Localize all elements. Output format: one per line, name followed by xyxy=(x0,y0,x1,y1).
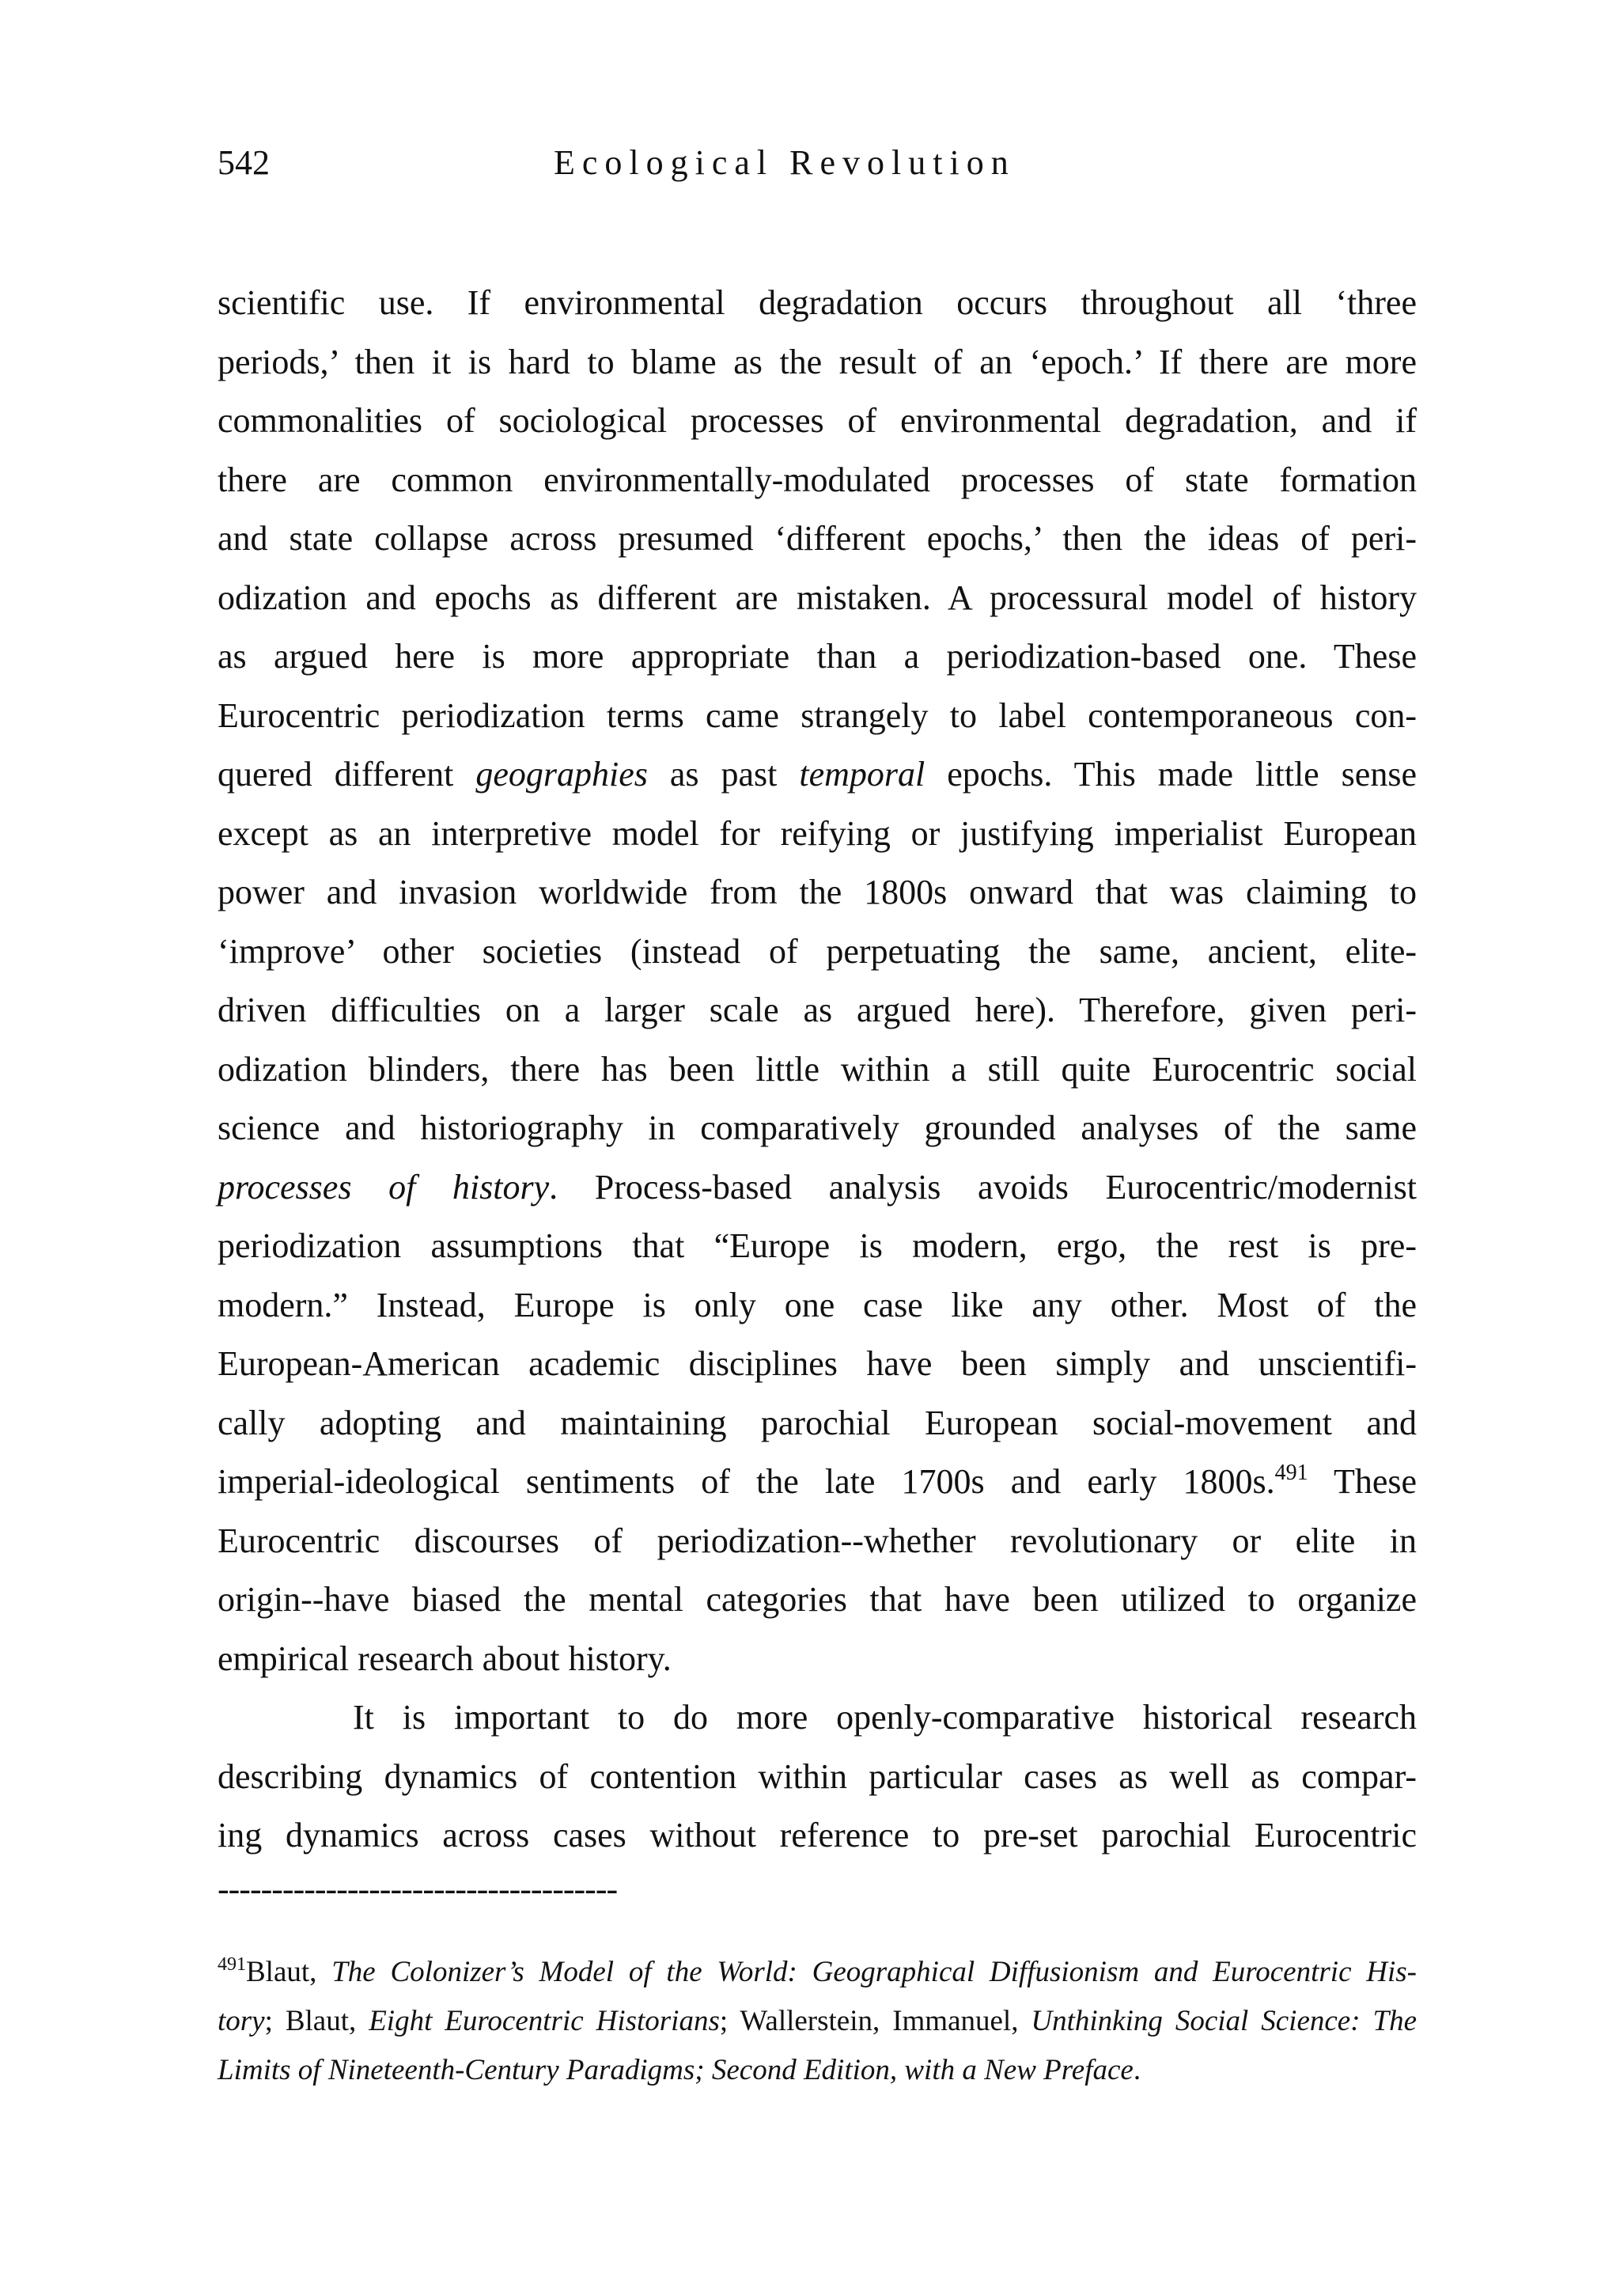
text-line xyxy=(218,1158,1417,1218)
footnote-line xyxy=(218,1948,1417,1997)
text-line: power and invasion worldwide from the 1800s onward that was claiming to xyxy=(218,873,1417,911)
text-line: periodization assumptions that “Europe is modern, ergo, the rest is pre- xyxy=(218,1226,1417,1265)
footnote-reference[interactable]: 491 xyxy=(1274,1461,1308,1485)
text-run: as past xyxy=(647,755,800,794)
text-line: ing dynamics across cases without reference to pre-set parochial Eurocentric xyxy=(218,1816,1417,1855)
italic-run: temporal xyxy=(799,755,925,794)
italic-run: geographies xyxy=(475,755,648,794)
text-line: Eurocentric discourses of periodization--whether revolutionary or elite in xyxy=(218,1521,1417,1560)
text-line: Eurocentric periodization terms came strangely to label contemporaneous con- xyxy=(218,695,1417,735)
text-line xyxy=(218,745,1417,805)
text-run: . xyxy=(1133,2054,1141,2086)
text-line: describing dynamics of contention within particular cases as well as compar- xyxy=(218,1756,1417,1796)
text-run: ; Blaut, xyxy=(264,2005,369,2037)
text-line: periods,’ then it is hard to blame as the result of an ‘epoch.’ If there are more xyxy=(218,342,1417,381)
text-run: Blaut, xyxy=(246,1956,332,1988)
text-line: European-American academic disciplines have been simply and unscientifi- xyxy=(218,1344,1417,1383)
text-line: as argued here is more appropriate than a periodization-based one. These xyxy=(218,637,1417,676)
italic-run: Unthinking Social Science: The xyxy=(1031,2005,1417,2037)
text-line xyxy=(218,1453,1417,1512)
running-head: Ecological Revolution xyxy=(554,143,1016,182)
text-run: . Process-based analysis avoids Eurocentric/modernist xyxy=(549,1167,1417,1207)
text-line: science and historiography in comparatively grounded analyses of the same xyxy=(218,1108,1417,1147)
footnote-line xyxy=(218,2046,1417,2095)
text-line: ‘improve’ other societies (instead of perpetuating the same, ancient, elite- xyxy=(218,931,1417,971)
text-line: odization and epochs as different are mistaken. A processural model of history xyxy=(218,578,1417,617)
text-line: driven difficulties on a larger scale as argued here). Therefore, given peri- xyxy=(218,991,1417,1029)
italic-run: Limits of Nineteenth-Century Paradigms; Second Edition, with a New Preface xyxy=(218,2054,1134,2086)
footnote-number: 491 xyxy=(218,1954,246,1975)
text-run: imperial-ideological sentiments of the late 1700s and early 1800s. xyxy=(218,1462,1275,1501)
text-line: empirical research about history. xyxy=(218,1639,672,1678)
italic-run: Eight Eurocentric Historians xyxy=(369,2005,720,2037)
text-line: cally adopting and maintaining parochial European social-movement and xyxy=(218,1403,1417,1442)
page-number: 542 xyxy=(218,143,270,182)
text-line: commonalities of sociological processes of environmental degradation, and if xyxy=(218,401,1417,440)
text-run: epochs. This made little sense xyxy=(925,755,1417,794)
footnote-separator: ------------------------------------- xyxy=(218,1870,618,1908)
text-line: there are common environmentally-modulated processes of state formation xyxy=(218,460,1417,499)
text-run: These xyxy=(1308,1462,1418,1501)
text-line: and state collapse across presumed ‘different epochs,’ then the ideas of peri- xyxy=(218,519,1417,558)
text-line: except as an interpretive model for reifying or justifying imperialist European xyxy=(218,813,1417,853)
text-run: quered different xyxy=(218,755,476,794)
italic-run: The Colonizer’s Model of the World: Geographical Diffusionism and Eurocentric His- xyxy=(331,1956,1417,1988)
text-line: scientific use. If environmental degradation occurs throughout all ‘three xyxy=(218,283,1417,322)
text-run: ; Wallerstein, Immanuel, xyxy=(719,2005,1031,2037)
paragraph-first-line: It is important to do more openly-comparative historical research xyxy=(353,1698,1417,1737)
italic-run: tory xyxy=(218,2005,265,2037)
footnote-line xyxy=(218,1997,1417,2046)
footnote xyxy=(218,1948,1417,2095)
text-line: modern.” Instead, Europe is only one case like any other. Most of the xyxy=(218,1285,1417,1324)
italic-run: processes of history xyxy=(218,1167,550,1207)
text-line: odization blinders, there has been little within a still quite Eurocentric social xyxy=(218,1049,1417,1089)
body-text xyxy=(218,274,1417,1866)
text-line: origin--have biased the mental categories that have been utilized to organize xyxy=(218,1580,1417,1619)
